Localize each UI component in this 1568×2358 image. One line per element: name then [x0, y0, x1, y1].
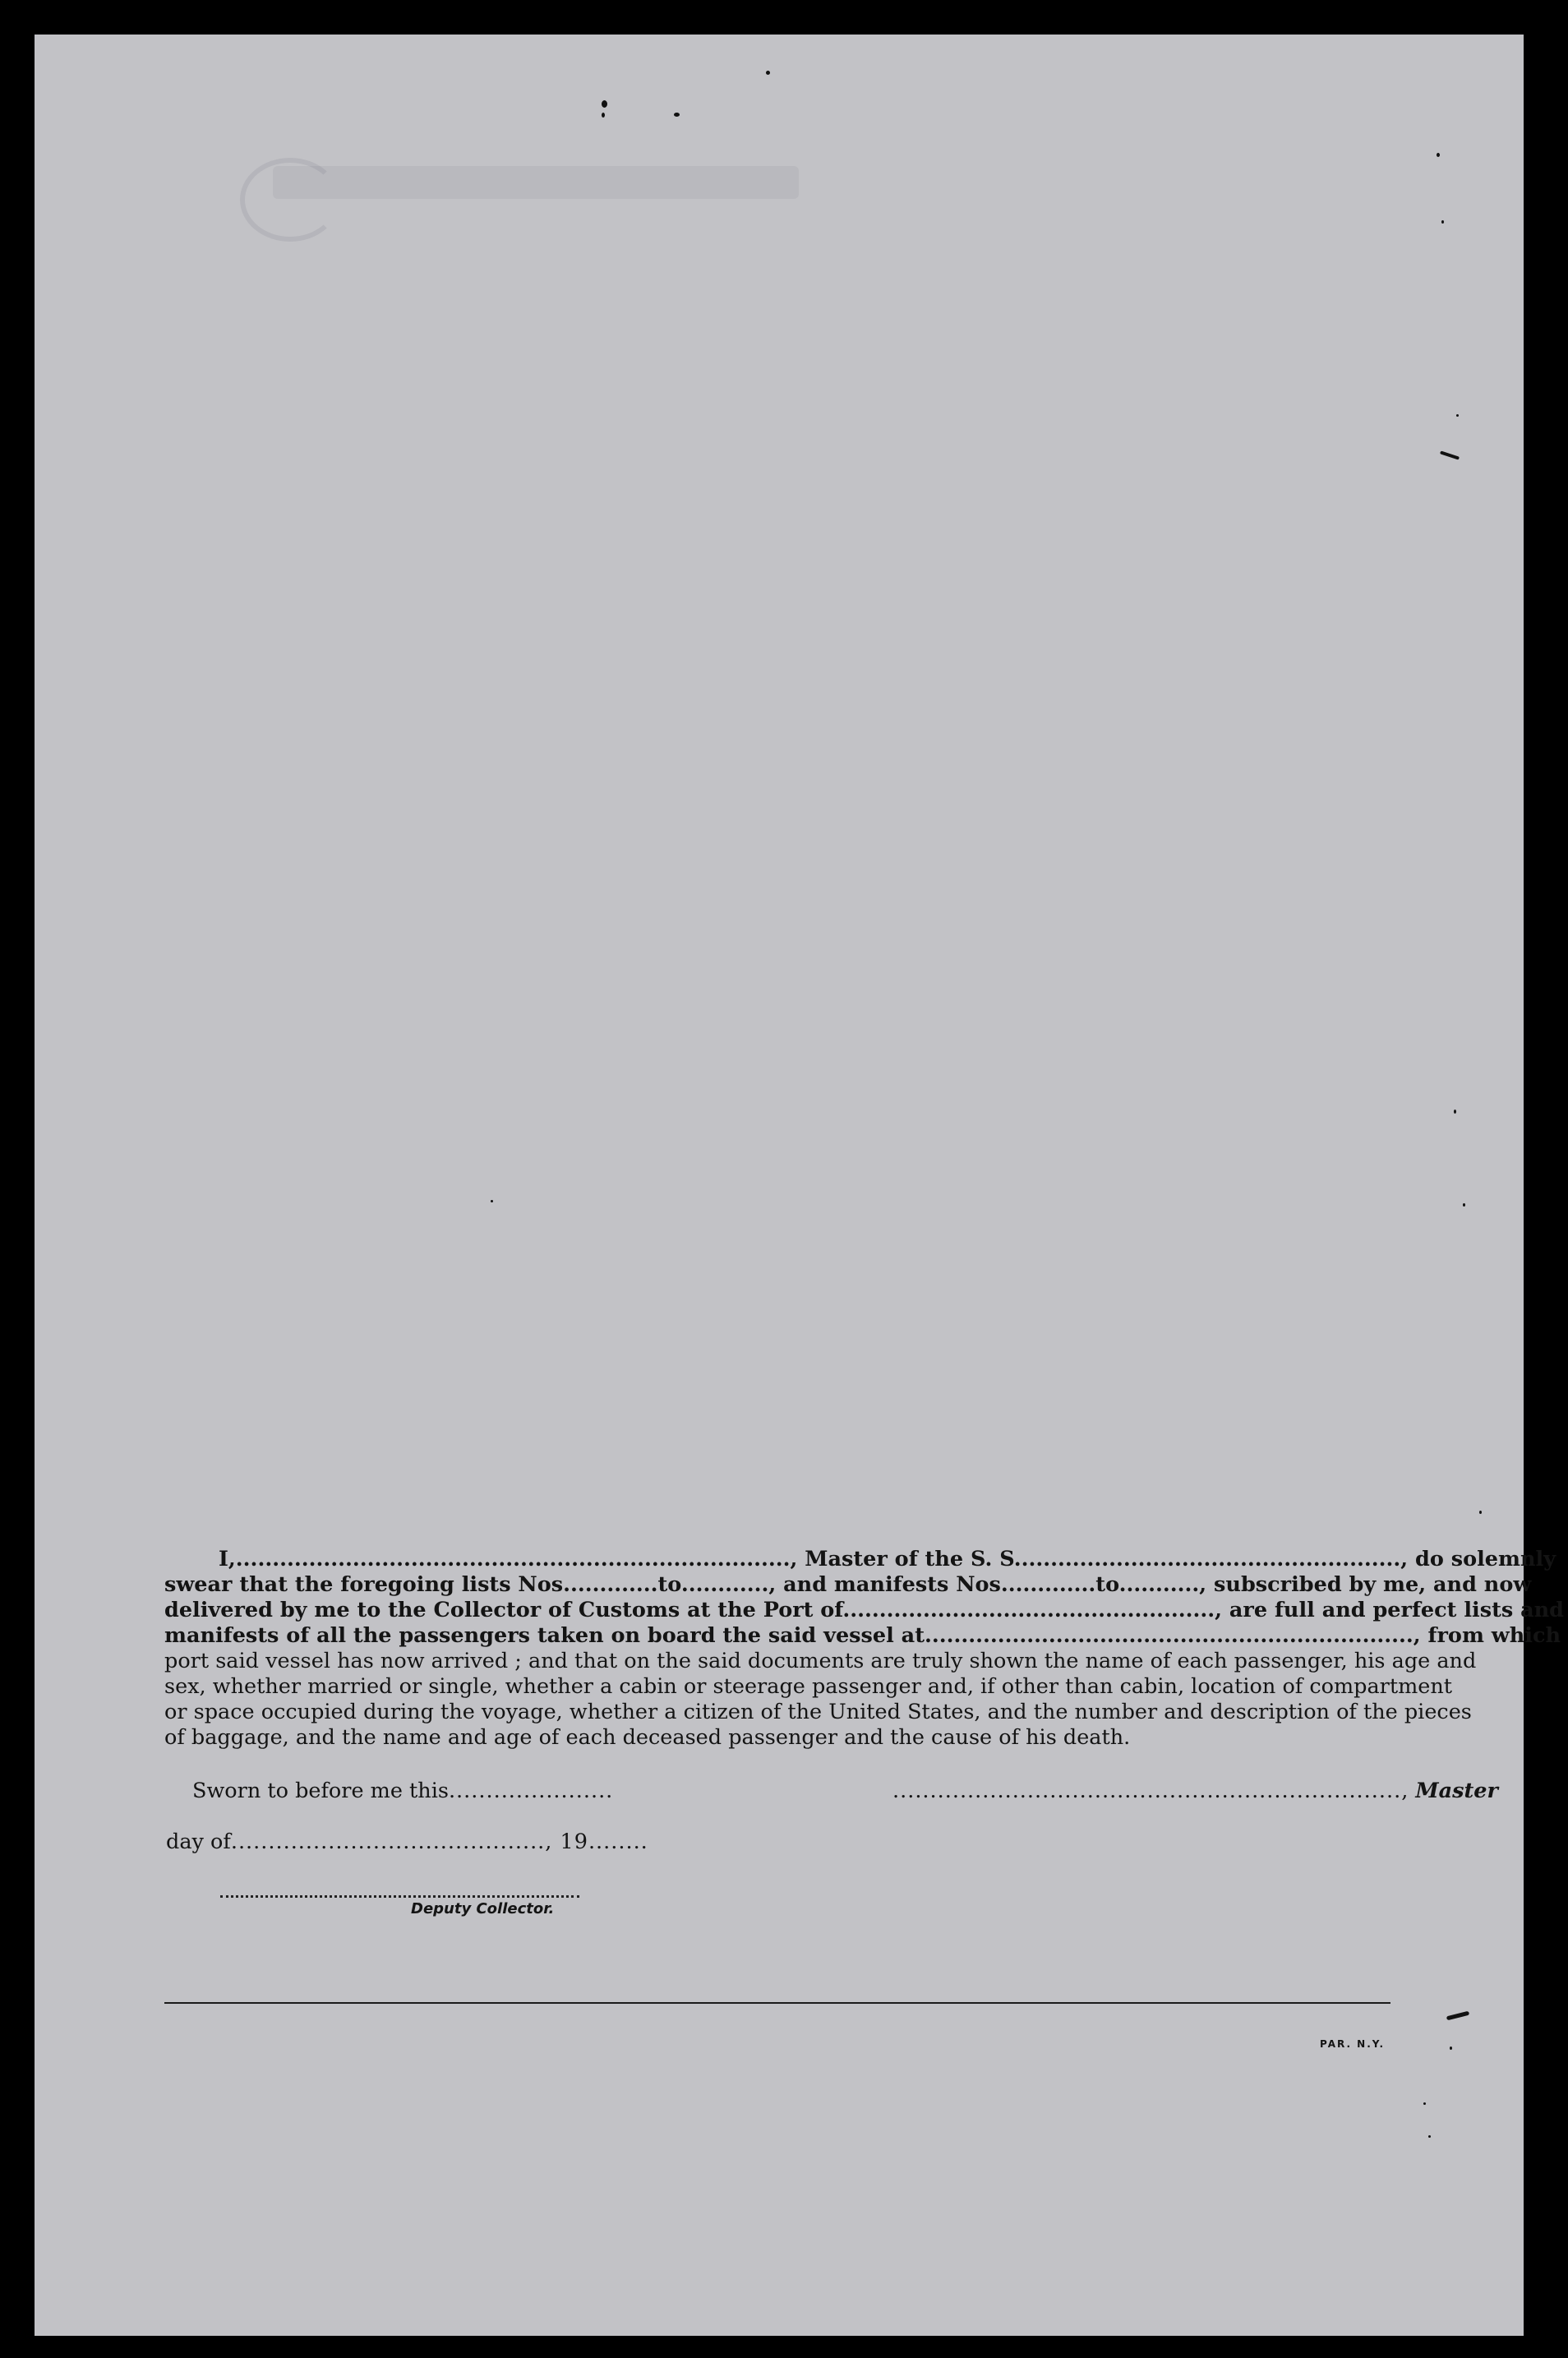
oath-line: port said vessel has now arrived ; and that on the said documents are truly shown the name of each passenger, his age and: [164, 1649, 1477, 1673]
master-label: Master: [1415, 1779, 1498, 1803]
sworn-blank: ......................: [448, 1779, 614, 1803]
printer-mark: PAR. N.Y.: [1320, 2038, 1386, 2050]
oath-line: or space occupied during the voyage, whether a citizen of the United States, and the number and description of the pieces: [164, 1700, 1472, 1724]
day-of-row: [166, 1830, 648, 1855]
master-signature-blank: ....................................................................,: [892, 1779, 1409, 1803]
ink-speck: [1454, 1110, 1456, 1114]
ink-speck: [1456, 414, 1459, 417]
oath-line-text: I,............................................................................, Master of the S. S....................................................., do solemnly: [219, 1547, 1556, 1571]
faded-stamp-mark: [240, 158, 340, 242]
ink-speck: [1428, 2135, 1431, 2138]
oath-line: [164, 1547, 1556, 1572]
ink-speck: [602, 100, 607, 108]
horizontal-rule: [164, 2002, 1390, 2004]
ink-speck: [674, 113, 680, 117]
ink-speck: [1479, 1511, 1482, 1514]
ink-speck: [1450, 2047, 1452, 2050]
deputy-collector-label: Deputy Collector.: [411, 1900, 555, 1917]
sworn-row: [192, 1779, 613, 1804]
document-page: [35, 35, 1564, 2336]
oath-line: manifests of all the passengers taken on board the said vessel at..................................................................., from which: [164, 1623, 1561, 1648]
oath-line: delivered by me to the Collector of Customs at the Port of..................................................., are full and perfect lists and: [164, 1598, 1564, 1622]
ink-mark: [1446, 2011, 1469, 2021]
ink-mark: [1440, 450, 1460, 459]
faded-header-imprint: [273, 166, 799, 199]
deputy-collector-signature-line: [220, 1895, 579, 1898]
oath-line: sex, whether married or single, whether a cabin or steerage passenger and, if other than cabin, location of compartment: [164, 1674, 1453, 1699]
ink-speck: [1463, 1203, 1465, 1207]
sworn-label: Sworn to before me this: [192, 1779, 449, 1803]
oath-line: swear that the foregoing lists Nos.............to............, and manifests Nos.............to..........., subscribed by me, and now: [164, 1572, 1532, 1597]
ink-speck: [491, 1200, 493, 1202]
ink-speck: [1437, 153, 1440, 157]
ink-speck: [766, 71, 770, 75]
ink-speck: [1423, 2102, 1426, 2105]
master-signature-row: [892, 1779, 1498, 1804]
day-of-label: day of: [166, 1830, 231, 1854]
ink-speck: [1441, 220, 1444, 224]
ink-speck: [602, 113, 605, 118]
day-of-blank: .........................................., 19........: [230, 1830, 648, 1854]
oath-paragraph: [164, 1547, 1564, 1751]
oath-line: of baggage, and the name and age of each deceased passenger and the cause of his death.: [164, 1725, 1131, 1750]
